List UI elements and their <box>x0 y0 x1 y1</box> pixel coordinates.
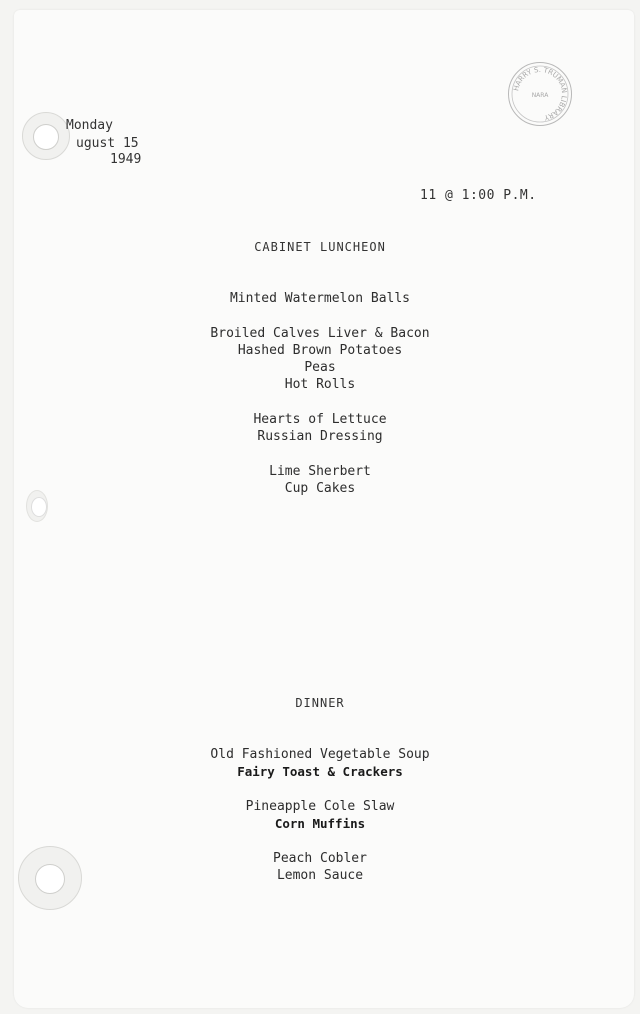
menu-item: Minted Watermelon Balls <box>229 291 410 306</box>
dinner-course-2 <box>0 798 640 832</box>
svg-text:NARA <box>532 92 550 99</box>
stamp-text: HARRY S. TRUMAN LIBRARY <box>512 65 569 122</box>
menu-item: Old Fashioned Vegetable Soup <box>210 747 430 762</box>
menu-item: Russian Dressing <box>257 429 383 444</box>
menu-item: Peas <box>304 360 336 375</box>
date-month-day: ugust 15 <box>76 136 139 151</box>
luncheon-course-1 <box>0 290 640 307</box>
menu-item: Lime Sherbert <box>269 464 371 479</box>
menu-item: Peach Cobler <box>273 851 367 866</box>
dinner-course-1 <box>0 746 640 780</box>
dinner-title: DINNER <box>295 696 345 710</box>
menu-item: Fairy Toast & Crackers <box>237 764 403 779</box>
date-year: 1949 <box>110 152 142 167</box>
menu-item: Hot Rolls <box>284 377 356 392</box>
menu-item: Pineapple Cole Slaw <box>245 799 395 814</box>
menu-item: Lemon Sauce <box>276 868 364 883</box>
date-day: Monday <box>66 118 113 133</box>
luncheon-course-2 <box>0 325 640 393</box>
menu-item: Broiled Calves Liver & Bacon <box>210 326 430 341</box>
menu-item: Hearts of Lettuce <box>253 412 387 427</box>
meal-time: 11 @ 1:00 P.M. <box>420 188 537 203</box>
library-stamp <box>508 62 572 126</box>
dinner-course-3 <box>0 850 640 884</box>
menu-item: Corn Muffins <box>274 816 366 831</box>
dinner-menu <box>0 696 640 884</box>
luncheon-course-3 <box>0 411 640 445</box>
luncheon-menu <box>0 240 640 497</box>
luncheon-title: CABINET LUNCHEON <box>254 240 386 254</box>
menu-item: Hashed Brown Potatoes <box>237 343 403 358</box>
binder-hole-top <box>22 112 70 160</box>
luncheon-course-4 <box>0 463 640 497</box>
stamp-center-text: NARA <box>531 92 549 99</box>
menu-item: Cup Cakes <box>284 481 356 496</box>
